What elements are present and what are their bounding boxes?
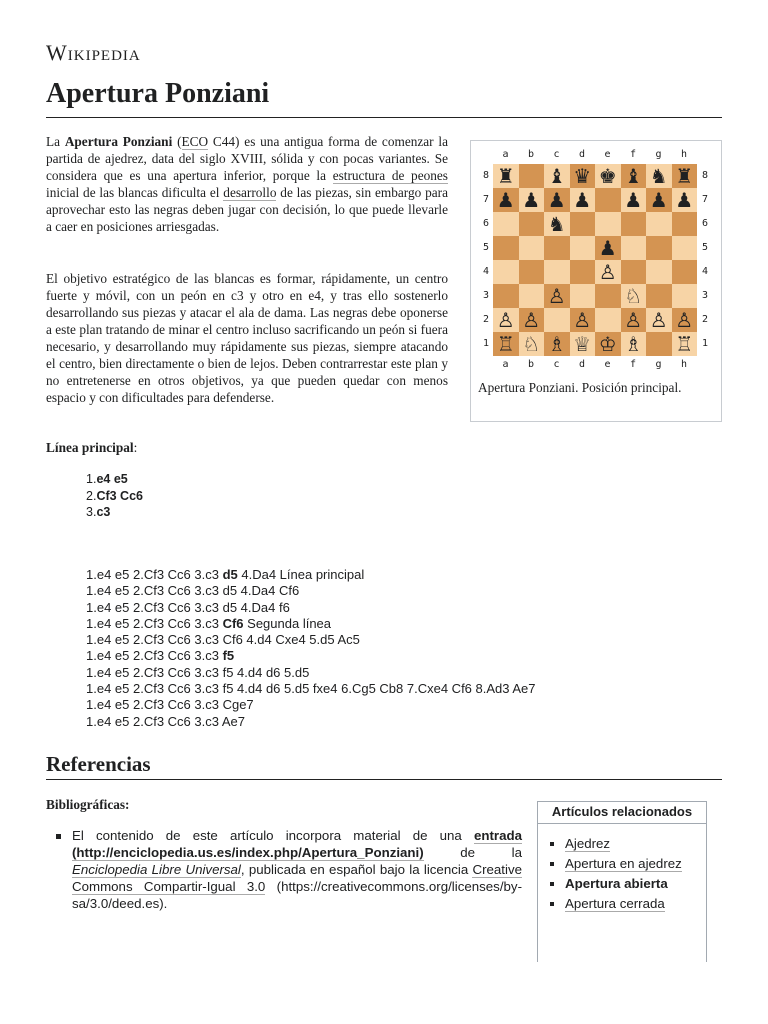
variation-pre: 1.e4 e5 2.Cf3 Cc6 3.c3 d5 4.Da4 Cf6: [86, 583, 300, 599]
square-h8[interactable]: [672, 164, 698, 188]
file-label: f: [629, 359, 637, 370]
variation-line: [86, 616, 536, 632]
navbox-item: [548, 874, 706, 894]
square-g4[interactable]: [646, 260, 672, 284]
chess-piece-icon: ♙: [547, 284, 566, 308]
chess-piece-icon: ♙: [598, 260, 617, 284]
enciclopedia-link[interactable]: Enciclopedia Libre Universal: [72, 862, 241, 877]
license-link[interactable]: Creative Commons Compartir-Igual 3.0: [72, 862, 522, 894]
main-line-move: [86, 504, 143, 521]
rank-label: 2: [701, 314, 709, 325]
file-label: d: [578, 359, 586, 370]
square-d1[interactable]: [570, 332, 596, 356]
square-g6[interactable]: [646, 212, 672, 236]
square-e4[interactable]: [595, 260, 621, 284]
square-c3[interactable]: [544, 284, 570, 308]
wikipedia-wordmark[interactable]: Wikipedia: [46, 40, 141, 65]
entrada-link[interactable]: entrada (http://enciclopedia.us.es/index.php/Apertura_Ponziani): [72, 828, 522, 860]
chess-piece-icon: ♜: [496, 164, 515, 188]
ref-text-mid2: , publicada en español bajo la licencia: [240, 862, 473, 877]
ref-text-mid1: de la: [423, 845, 522, 860]
file-label: g: [655, 149, 662, 160]
square-a4[interactable]: [493, 260, 519, 284]
file-label: c: [553, 359, 560, 370]
square-g2[interactable]: [646, 308, 672, 332]
chess-piece-icon: ♟: [598, 236, 617, 260]
p1-paren: (: [172, 134, 182, 149]
chess-piece-icon: ♙: [522, 308, 541, 332]
square-f2[interactable]: [621, 308, 647, 332]
chess-piece-icon: ♘: [522, 332, 541, 356]
variation-line: [86, 697, 536, 713]
variation-pre: 1.e4 e5 2.Cf3 Cc6 3.c3 Cge7: [86, 697, 254, 713]
variation-pre: 1.e4 e5 2.Cf3 Cc6 3.c3 f5 4.d4 d6 5.d5 fxe4 6.Cg5 Cb8 7.Cxe4 Cf6 8.Ad3 Ae7: [86, 681, 536, 697]
file-label: h: [680, 149, 688, 160]
move-san: c3: [96, 505, 111, 519]
square-c8[interactable]: [544, 164, 570, 188]
square-d2[interactable]: [570, 308, 596, 332]
chess-piece-icon: ♞: [649, 164, 668, 188]
square-f5[interactable]: [621, 236, 647, 260]
move-number: 1.: [86, 472, 97, 486]
navbox-item[interactable]: [548, 834, 706, 854]
main-line-moves: [86, 471, 143, 521]
variation-line: [86, 665, 536, 681]
rank-label: 6: [701, 218, 709, 229]
chess-board[interactable]: [493, 164, 697, 356]
main-line-colon: :: [133, 440, 138, 455]
rank-label: 1: [701, 338, 709, 349]
variation-bold: f5: [222, 648, 235, 664]
file-label: b: [527, 359, 535, 370]
eco-link[interactable]: ECO: [181, 134, 209, 149]
navbox-item[interactable]: [548, 854, 706, 874]
variation-pre: 1.e4 e5 2.Cf3 Cc6 3.c3 Ae7: [86, 713, 245, 729]
bibliographic-subheading: Bibliográficas:: [46, 797, 130, 812]
move-number: 3.: [86, 505, 97, 519]
rank-label: 4: [482, 266, 490, 277]
navbox-item-label: Ajedrez: [565, 836, 611, 851]
square-c4[interactable]: [544, 260, 570, 284]
variations-list: [86, 567, 536, 730]
square-e7[interactable]: [595, 188, 621, 212]
navbox-item[interactable]: [548, 894, 706, 914]
chess-piece-icon: ♝: [624, 164, 643, 188]
chess-piece-icon: ♖: [675, 332, 694, 356]
square-c7[interactable]: [544, 188, 570, 212]
main-line-label-text: Línea principal: [46, 440, 134, 455]
file-label: a: [502, 359, 509, 370]
chess-piece-icon: ♛: [573, 164, 592, 188]
rank-label: 7: [482, 194, 490, 205]
square-b8[interactable]: [519, 164, 545, 188]
variation-line: [86, 583, 536, 599]
chess-piece-icon: ♙: [624, 308, 643, 332]
square-h5[interactable]: [672, 236, 698, 260]
chess-piece-icon: ♗: [547, 332, 566, 356]
square-a3[interactable]: [493, 284, 519, 308]
rank-label: 5: [482, 242, 490, 253]
chess-piece-icon: ♙: [649, 308, 668, 332]
variation-line: [86, 632, 536, 648]
license-url: (https://creativecommons.org/licenses/by-sa/3.0/deed.es): [72, 879, 523, 911]
variation-bold: Cf6: [222, 615, 244, 631]
square-f3[interactable]: [621, 284, 647, 308]
p1-eco-code: C44): [208, 134, 240, 149]
references-divider: [46, 779, 722, 780]
variation-post: 4.Da4 Línea principal: [237, 567, 365, 582]
ref-text-end: .: [163, 896, 168, 911]
related-articles-navbox: [537, 801, 707, 962]
square-c1[interactable]: [544, 332, 570, 356]
square-g1[interactable]: [646, 332, 672, 356]
file-label: f: [629, 149, 637, 160]
variation-line: [86, 714, 536, 730]
variation-pre: 1.e4 e5 2.Cf3 Cc6 3.c3 f5 4.d4 d6 5.d5: [86, 664, 310, 680]
variation-line: [86, 648, 536, 664]
chess-piece-icon: ♔: [598, 332, 617, 356]
square-e2[interactable]: [595, 308, 621, 332]
rank-label: 4: [701, 266, 709, 277]
square-h2[interactable]: [672, 308, 698, 332]
move-san: Cf3 Cc6: [96, 488, 143, 503]
reference-item: [56, 827, 522, 912]
chess-piece-icon: ♙: [573, 308, 592, 332]
intro-paragraph-2: El objetivo estratégico de las blancas es formar, rápidamente, un centro fuerte y móvil, con un peón en c3 y otro en e4, y tras ello sostenerlo desarrollando sus piezas y atacar el ala de dama. Las negras debe oponerse a este plan tratando de minar el centro incluso sacrificando un peón si fuera necesario, y desarrollando muy rápidamente sus piezas, siempre atacando el centro, bien directamente o bien de lejos. Deben contrarrestar este plan y no entretenerse en otros objetivos, ya que pueden quedar con menos espacio y con dificultades para defenderse.: [46, 271, 448, 405]
navbox-item-label: Apertura abierta: [565, 876, 668, 891]
variation-pre: 1.e4 e5 2.Cf3 Cc6 3.c3: [86, 615, 223, 631]
chess-piece-icon: ♙: [675, 308, 694, 332]
ref-text-pre: El contenido de este artículo incorpora material de una: [72, 828, 474, 843]
square-h1[interactable]: [672, 332, 698, 356]
square-f6[interactable]: [621, 212, 647, 236]
square-d7[interactable]: [570, 188, 596, 212]
move-san: e4 e5: [96, 472, 128, 486]
rank-label: 5: [701, 242, 709, 253]
file-label: a: [502, 149, 509, 160]
square-f1[interactable]: [621, 332, 647, 356]
navbox-item-label: Apertura cerrada: [565, 896, 665, 911]
square-g8[interactable]: [646, 164, 672, 188]
file-label: d: [578, 149, 586, 160]
variation-pre: 1.e4 e5 2.Cf3 Cc6 3.c3: [86, 567, 223, 582]
p1-term: Apertura Ponziani: [64, 134, 173, 149]
variation-pre: 1.e4 e5 2.Cf3 Cc6 3.c3 Cf6 4.d4 Cxe4 5.d5 Ac5: [86, 632, 360, 648]
variation-line: [86, 600, 536, 616]
square-h6[interactable]: [672, 212, 698, 236]
file-label: b: [527, 149, 535, 160]
square-g7[interactable]: [646, 188, 672, 212]
rank-label: 2: [482, 314, 490, 325]
page-title: Apertura Ponziani: [46, 78, 270, 109]
chess-piece-icon: ♟: [496, 188, 515, 212]
p1-text-pre: La: [46, 134, 65, 149]
rank-label: 1: [482, 338, 490, 349]
square-d8[interactable]: [570, 164, 596, 188]
move-number: 2.: [86, 488, 97, 503]
square-c5[interactable]: [544, 236, 570, 260]
square-h3[interactable]: [672, 284, 698, 308]
diagram-caption: Apertura Ponziani. Posición principal.: [478, 380, 682, 395]
chess-piece-icon: ♖: [496, 332, 515, 356]
variation-line: [86, 681, 536, 697]
square-b2[interactable]: [519, 308, 545, 332]
square-e3[interactable]: [595, 284, 621, 308]
chess-piece-icon: ♕: [573, 332, 592, 356]
square-a5[interactable]: [493, 236, 519, 260]
estructura-de-peones-link[interactable]: estructura de peones: [332, 168, 448, 183]
square-b3[interactable]: [519, 284, 545, 308]
square-f7[interactable]: [621, 188, 647, 212]
square-f8[interactable]: [621, 164, 647, 188]
intro-paragraph-1: [46, 133, 448, 235]
p1-text-mid1: es una antigua forma de comenzar la partida de ajedrez, data del siglo XVIII, sólida y con pocas variantes. Se considera que es una apertura inferior, porque la: [46, 134, 448, 183]
rank-label: 3: [701, 290, 709, 301]
square-b1[interactable]: [519, 332, 545, 356]
chess-piece-icon: ♟: [649, 188, 668, 212]
chess-piece-icon: ♝: [547, 164, 566, 188]
square-h4[interactable]: [672, 260, 698, 284]
rank-label: 8: [482, 170, 490, 181]
square-a8[interactable]: [493, 164, 519, 188]
chess-piece-icon: ♟: [573, 188, 592, 212]
bullet-icon: [56, 834, 61, 839]
chess-piece-icon: ♗: [624, 332, 643, 356]
navbox-title: Artículos relacionados: [538, 802, 706, 824]
variation-bold: d5: [222, 567, 238, 582]
square-f4[interactable]: [621, 260, 647, 284]
navbox-list: [538, 824, 706, 914]
chess-piece-icon: ♟: [624, 188, 643, 212]
square-d6[interactable]: [570, 212, 596, 236]
chess-piece-icon: ♙: [496, 308, 515, 332]
square-e6[interactable]: [595, 212, 621, 236]
square-a6[interactable]: [493, 212, 519, 236]
main-line-label: [46, 440, 137, 456]
title-divider: [46, 117, 722, 118]
square-e1[interactable]: [595, 332, 621, 356]
rank-label: 8: [701, 170, 709, 181]
desarrollo-link[interactable]: desarrollo: [223, 185, 277, 200]
file-label: e: [604, 359, 611, 370]
square-g3[interactable]: [646, 284, 672, 308]
square-a1[interactable]: [493, 332, 519, 356]
square-c2[interactable]: [544, 308, 570, 332]
square-e5[interactable]: [595, 236, 621, 260]
navbox-item-label: Apertura en ajedrez: [565, 856, 682, 871]
variation-post: Segunda línea: [243, 615, 332, 631]
chess-piece-icon: ♚: [598, 164, 617, 188]
main-line-move: [86, 471, 143, 488]
square-b7[interactable]: [519, 188, 545, 212]
square-a7[interactable]: [493, 188, 519, 212]
chess-piece-icon: ♜: [675, 164, 694, 188]
main-line-move: [86, 488, 143, 505]
file-label: g: [655, 359, 662, 370]
variation-pre: 1.e4 e5 2.Cf3 Cc6 3.c3 d5 4.Da4 f6: [86, 599, 290, 615]
chess-piece-icon: ♟: [675, 188, 694, 212]
p1-text-mid2: inicial de las blancas dificulta el: [46, 185, 224, 200]
square-b4[interactable]: [519, 260, 545, 284]
square-d5[interactable]: [570, 236, 596, 260]
square-b5[interactable]: [519, 236, 545, 260]
file-label: e: [604, 149, 611, 160]
square-e8[interactable]: [595, 164, 621, 188]
rank-label: 7: [701, 194, 709, 205]
square-a2[interactable]: [493, 308, 519, 332]
square-h7[interactable]: [672, 188, 698, 212]
rank-label: 6: [482, 218, 490, 229]
file-label: c: [553, 149, 560, 160]
chess-piece-icon: ♞: [547, 212, 566, 236]
rank-label: 3: [482, 290, 490, 301]
chess-piece-icon: ♘: [624, 284, 643, 308]
file-label: h: [680, 359, 688, 370]
chess-piece-icon: ♟: [547, 188, 566, 212]
square-b6[interactable]: [519, 212, 545, 236]
square-g5[interactable]: [646, 236, 672, 260]
chess-piece-icon: ♟: [522, 188, 541, 212]
square-d3[interactable]: [570, 284, 596, 308]
square-c6[interactable]: [544, 212, 570, 236]
square-d4[interactable]: [570, 260, 596, 284]
variation-line: [86, 567, 536, 583]
variation-pre: 1.e4 e5 2.Cf3 Cc6 3.c3: [86, 648, 223, 664]
references-heading: Referencias: [46, 752, 151, 776]
p1-text-end: de las piezas, sin embargo para aprovechar esto las negras deben jugar con decisión, lo que puede llevarle a caer en posiciones arriesgadas.: [46, 185, 448, 234]
